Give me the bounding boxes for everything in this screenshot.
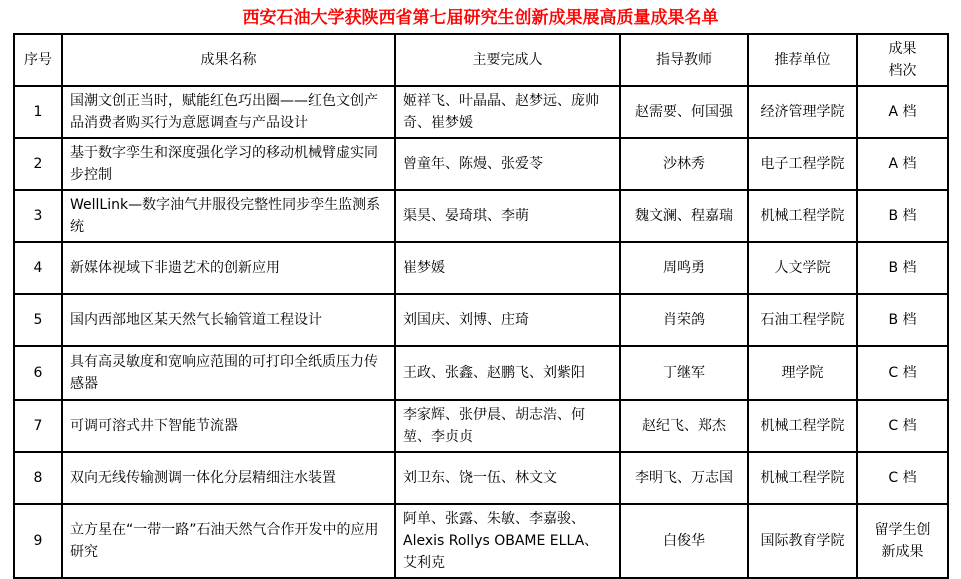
cell-unit: 理学院 [748,346,857,400]
cell-advisors: 周鸣勇 [620,242,748,294]
cell-no: 3 [14,190,62,242]
cell-no: 8 [14,452,62,504]
header-no: 序号 [14,34,62,86]
cell-advisors: 李明飞、万志国 [620,452,748,504]
cell-no: 5 [14,294,62,346]
grade-label: B 档 [888,260,917,276]
cell-achievement-name: 双向无线传输测调一体化分层精细注水装置 [62,452,395,504]
cell-unit: 经济管理学院 [748,86,857,138]
cell-achievement-name: 具有高灵敏度和宽响应范围的可打印全纸质压力传感器 [62,346,395,400]
cell-grade [857,346,948,400]
table-row [14,294,948,346]
table-row [14,138,948,190]
cell-no: 1 [14,86,62,138]
cell-achievement-name: 新媒体视域下非遗艺术的创新应用 [62,242,395,294]
cell-unit: 国际教育学院 [748,504,857,578]
cell-authors: 渠昊、晏琦琪、李萌 [395,190,620,242]
cell-authors: 刘国庆、刘博、庄琦 [395,294,620,346]
cell-authors: 崔梦媛 [395,242,620,294]
table-header-row [14,34,948,86]
cell-advisors: 赵纪飞、郑杰 [620,400,748,452]
grade-label: A 档 [888,156,917,172]
table-row [14,452,948,504]
cell-unit: 机械工程学院 [748,190,857,242]
cell-advisors: 肖荣鸽 [620,294,748,346]
cell-authors: 曾童年、陈熳、张爱苓 [395,138,620,190]
cell-grade [857,504,948,578]
header-unit: 推荐单位 [748,34,857,86]
header-advisors: 指导教师 [620,34,748,86]
cell-grade [857,294,948,346]
cell-unit: 人文学院 [748,242,857,294]
table-row [14,86,948,138]
cell-achievement-name: 国内西部地区某天然气长输管道工程设计 [62,294,395,346]
cell-no: 6 [14,346,62,400]
cell-achievement-name: 国潮文创正当时，赋能红色巧出圈——红色文创产品消费者购买行为意愿调查与产品设计 [62,86,395,138]
cell-authors: 李家辉、张伊晨、胡志浩、何堃、李贞贞 [395,400,620,452]
header-authors: 主要完成人 [395,34,620,86]
cell-achievement-name: 基于数字孪生和深度强化学习的移动机械臂虚实同步控制 [62,138,395,190]
cell-authors: 刘卫东、饶一伍、林文文 [395,452,620,504]
results-table [13,33,949,579]
cell-achievement-name: 可调可溶式井下智能节流器 [62,400,395,452]
header-grade-label: 成果档次 [888,41,917,79]
cell-authors: 阿单、张露、朱敏、李嘉骏、Alexis Rollys OBAME ELLA、艾利克 [395,504,620,578]
cell-no: 7 [14,400,62,452]
cell-unit: 机械工程学院 [748,452,857,504]
cell-grade [857,190,948,242]
cell-no: 2 [14,138,62,190]
cell-grade [857,400,948,452]
cell-advisors: 沙林秀 [620,138,748,190]
cell-advisors: 白俊华 [620,504,748,578]
cell-achievement-name: WellLink—数字油气井服役完整性同步孪生监测系统 [62,190,395,242]
header-grade [857,34,948,86]
cell-advisors: 赵需要、何国强 [620,86,748,138]
grade-label: C 档 [888,418,917,434]
table-row [14,504,948,578]
cell-achievement-name: 立方星在“一带一路”石油天然气合作开发中的应用研究 [62,504,395,578]
cell-grade [857,86,948,138]
cell-unit: 石油工程学院 [748,294,857,346]
cell-advisors: 魏文澜、程嘉瑞 [620,190,748,242]
grade-label: B 档 [888,208,917,224]
grade-label: C 档 [888,365,917,381]
cell-unit: 机械工程学院 [748,400,857,452]
cell-grade [857,242,948,294]
page-title: 西安石油大学获陕西省第七届研究生创新成果展高质量成果名单 [242,8,719,28]
cell-no: 4 [14,242,62,294]
grade-label: B 档 [888,312,917,328]
header-name: 成果名称 [62,34,395,86]
cell-no: 9 [14,504,62,578]
grade-label: A 档 [888,104,917,120]
table-row [14,190,948,242]
cell-grade [857,138,948,190]
grade-label: C 档 [888,470,917,486]
grade-label: 留学生创新成果 [874,522,931,560]
cell-unit: 电子工程学院 [748,138,857,190]
table-row [14,346,948,400]
cell-grade [857,452,948,504]
cell-advisors: 丁继军 [620,346,748,400]
cell-authors: 姬祥飞、叶晶晶、赵梦远、庞帅奇、崔梦媛 [395,86,620,138]
table-row [14,400,948,452]
table-row [14,242,948,294]
cell-authors: 王政、张鑫、赵鹏飞、刘紫阳 [395,346,620,400]
